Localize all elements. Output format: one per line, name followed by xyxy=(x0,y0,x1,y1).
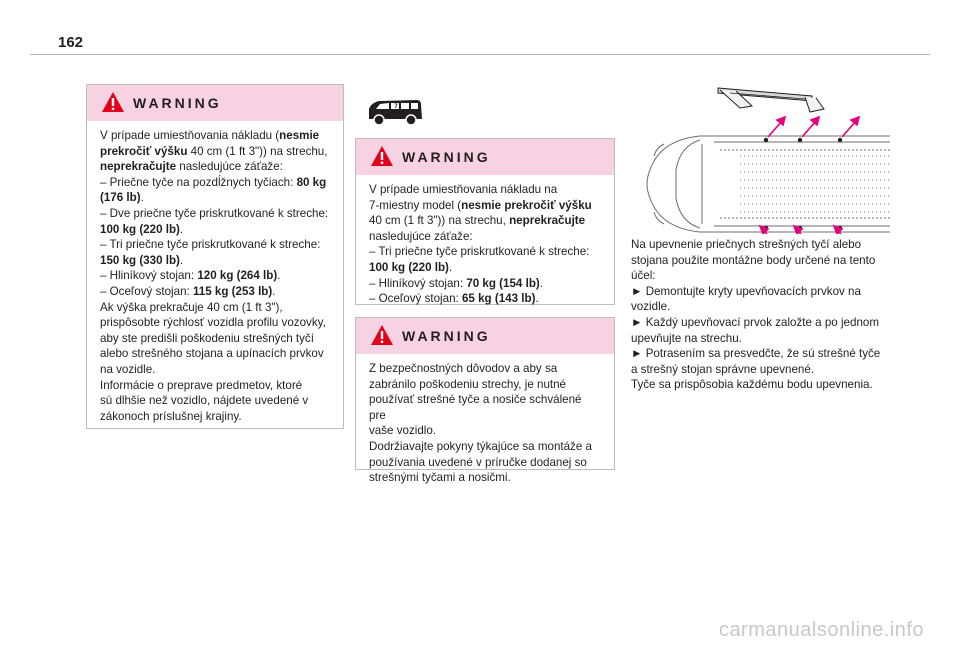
text-line xyxy=(100,190,330,206)
text: na vozidle. xyxy=(100,362,156,376)
text-line xyxy=(369,392,601,423)
text-line xyxy=(631,362,889,378)
text-line xyxy=(100,268,330,284)
text-line xyxy=(369,260,601,276)
text-line xyxy=(100,378,330,394)
text: – Hliníkový stojan: xyxy=(100,269,198,283)
van-7-seat-icon xyxy=(363,97,425,127)
text-line xyxy=(100,315,330,331)
text-line xyxy=(631,299,889,315)
text: vaše vozidlo. xyxy=(369,424,437,438)
warning-title: WARNING xyxy=(133,95,222,111)
text: – Priečne tyče na pozdĺžnych tyčiach: xyxy=(100,175,297,189)
bold-text: 70 kg (154 lb) xyxy=(466,276,540,290)
text-line xyxy=(100,253,330,269)
warning-title: WARNING xyxy=(402,149,491,165)
bold-text: 65 kg (143 lb) xyxy=(461,292,536,306)
warning-box-load-limits xyxy=(86,84,344,429)
text: nasledujúce záťaže: xyxy=(176,160,283,174)
text-line xyxy=(369,470,601,486)
bold-text: 150 kg (330 lb) xyxy=(100,253,180,267)
bold-text: 100 kg (220 lb) xyxy=(100,222,180,236)
text: nasledujúce záťaže: xyxy=(369,229,473,243)
warning-box-7-seat xyxy=(355,138,615,305)
text-line xyxy=(100,128,330,144)
text-line xyxy=(369,361,601,377)
text: – Tri priečne tyče priskrutkované k streche: xyxy=(369,245,590,259)
text: . xyxy=(179,253,184,267)
watermark: carmanualsonline.info xyxy=(718,619,924,641)
text-line xyxy=(369,229,601,245)
text-line xyxy=(100,346,330,362)
text-line xyxy=(369,439,601,455)
bold-text: prekročiť výšku xyxy=(100,144,188,158)
text-line xyxy=(631,237,889,253)
text: 40 cm (1 ft 3")) na strechu, xyxy=(187,144,328,158)
text: vozidle. xyxy=(631,300,671,314)
warning-text xyxy=(356,354,614,486)
text: Ak výška prekračuje 40 cm (1 ft 3"), xyxy=(100,300,283,314)
text-line xyxy=(631,253,889,269)
text: V prípade umiestňovania nákladu na xyxy=(369,183,558,196)
text: ► Každý upevňovací prvok založte a po jednom xyxy=(631,315,879,329)
fixing-points xyxy=(764,138,842,230)
bold-text: 115 kg (253 lb) xyxy=(192,284,273,298)
text-line xyxy=(369,244,601,260)
text-line xyxy=(100,300,330,316)
van-seat-count: 7 xyxy=(394,104,398,111)
text-line xyxy=(369,291,601,307)
text: strešnými tyčami a nosičmi. xyxy=(369,471,511,485)
text-line xyxy=(100,284,330,300)
warning-box-approved-bars xyxy=(355,317,615,485)
warning-triangle-icon xyxy=(370,145,394,167)
text: – Tri priečne tyče priskrutkované k streche: xyxy=(100,238,321,252)
text-line xyxy=(369,455,601,471)
bold-text: 120 kg (264 lb) xyxy=(197,269,278,283)
text-line xyxy=(631,284,889,300)
text-line xyxy=(100,393,330,409)
warning-header xyxy=(87,85,343,121)
text: používať strešné tyče a nosiče schválené pre xyxy=(369,393,582,422)
text: prispôsobte rýchlosť vozidla profilu vozovky, xyxy=(100,316,326,330)
text: . xyxy=(539,276,544,290)
bold-text: 80 kg xyxy=(296,175,327,189)
text: Z bezpečnostných dôvodov a aby sa xyxy=(369,362,558,375)
text-line xyxy=(631,268,889,284)
text: zabránilo poškodeniu strechy, je nutné xyxy=(369,377,567,391)
text: . xyxy=(535,292,539,306)
bold-text: neprekračujte xyxy=(509,214,586,228)
text: – Oceľový stojan: xyxy=(369,292,462,306)
text-line xyxy=(100,362,330,378)
text: . xyxy=(140,191,144,205)
bold-text: 100 kg (220 lb) xyxy=(369,260,449,274)
warning-triangle-icon xyxy=(370,324,394,346)
top-rule xyxy=(30,54,930,55)
warning-header xyxy=(356,139,614,175)
text-line xyxy=(100,175,330,191)
bold-text: (176 lb) xyxy=(100,191,141,205)
text: . xyxy=(448,260,453,274)
fixing-arrows-icon xyxy=(760,117,859,234)
roof-rack-illustration xyxy=(640,84,892,234)
text: . xyxy=(272,284,276,298)
text-line xyxy=(631,346,889,362)
text-line xyxy=(631,331,889,347)
mounting-instructions xyxy=(631,237,889,393)
text: stojana použite montážne body určené na tento xyxy=(631,253,876,267)
text: – Hliníkový stojan: xyxy=(369,276,467,290)
bold-text: nesmie prekročiť výšku xyxy=(461,198,592,212)
text: Informácie o preprave predmetov, ktoré xyxy=(100,378,303,392)
text: . xyxy=(277,269,281,283)
warning-triangle-icon xyxy=(101,91,125,113)
text-line xyxy=(369,377,601,393)
text-line xyxy=(631,315,889,331)
text-line xyxy=(100,206,330,222)
van-top-view-icon xyxy=(647,136,890,232)
text: 40 cm (1 ft 3")) na strechu, xyxy=(369,214,510,228)
text: V prípade umiestňovania nákladu ( xyxy=(100,129,280,142)
text: ► Demontujte kryty upevňovacích prvkov na xyxy=(631,284,861,298)
text-line xyxy=(100,409,330,425)
text-line xyxy=(100,144,330,160)
text-line xyxy=(369,182,601,198)
text: – Oceľový stojan: xyxy=(100,284,193,298)
text-line xyxy=(100,331,330,347)
warning-text xyxy=(356,175,614,307)
text-line xyxy=(631,377,889,393)
text-line xyxy=(369,213,601,229)
text: – Dve priečne tyče priskrutkované k streche: xyxy=(100,206,329,220)
roof-bar-icon xyxy=(718,88,824,112)
text: Tyče sa prispôsobia každému bodu upevnenia. xyxy=(631,378,873,392)
page-number: 162 xyxy=(58,34,84,51)
text-line xyxy=(100,222,330,238)
text-line xyxy=(100,237,330,253)
text-line xyxy=(369,198,601,214)
text: ► Potrasením sa presvedčte, že sú strešné tyče xyxy=(631,347,881,361)
warning-header xyxy=(356,318,614,354)
text: 7-miestny model ( xyxy=(369,198,462,212)
text: sú dlhšie než vozidlo, nájdete uvedené v xyxy=(100,394,309,408)
warning-title: WARNING xyxy=(402,328,491,344)
text: upevňujte na strechu. xyxy=(631,331,742,345)
text-line xyxy=(369,423,601,439)
text: Na upevnenie priečnych strešných tyčí alebo xyxy=(631,238,862,251)
text: a strešný stojan správne upevnené. xyxy=(631,362,815,376)
bold-text: neprekračujte xyxy=(100,160,177,174)
text: používania uvedené v príručke dodanej so xyxy=(369,455,587,469)
warning-text xyxy=(87,121,343,424)
text: účel: xyxy=(631,269,656,283)
text: zákonoch príslušnej krajiny. xyxy=(100,409,242,423)
text-line xyxy=(100,159,330,175)
bold-text: nesmie xyxy=(279,129,320,142)
text: . xyxy=(179,222,184,236)
text: Dodržiavajte pokyny týkajúce sa montáže a xyxy=(369,439,592,453)
text-line xyxy=(369,276,601,292)
text: aby ste predišli poškodeniu strešných tyčí xyxy=(100,331,314,345)
text: alebo strešného stojana a upínacích prvkov xyxy=(100,347,324,361)
